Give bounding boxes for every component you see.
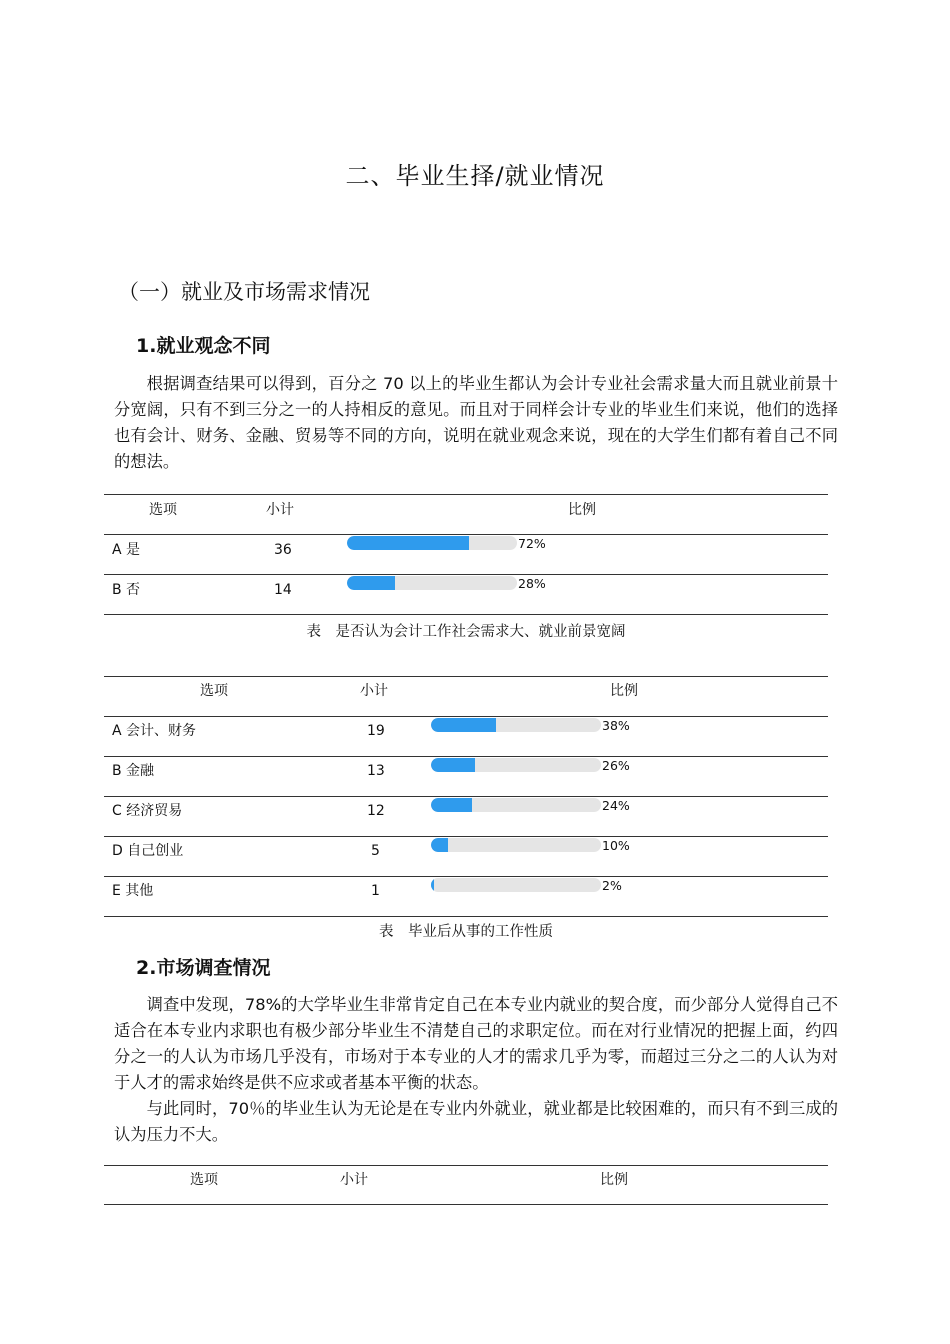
table-rule xyxy=(104,836,828,837)
ratio-percent: 38% xyxy=(602,718,630,733)
table-rule xyxy=(104,756,828,757)
table-rule xyxy=(104,494,828,495)
table-market-pressure xyxy=(104,1165,828,1207)
table-rule xyxy=(104,916,828,917)
table-rule xyxy=(104,876,828,877)
table-work-nature xyxy=(104,676,828,918)
ratio-bar xyxy=(431,718,601,732)
header-option: 选项 xyxy=(190,1172,218,1188)
table-row-option: C 经济贸易 xyxy=(112,803,183,819)
ratio-bar-fill xyxy=(431,838,448,852)
topic2-paragraph xyxy=(114,992,838,1148)
table-rule xyxy=(104,716,828,717)
ratio-bar-fill xyxy=(347,576,395,590)
table-row-count: 14 xyxy=(274,582,292,598)
topic1-paragraph-text: 根据调查结果可以得到，百分之 70 以上的毕业生都认为会计专业社会需求量大而且就业前景十分宽阔，只有不到三分之一的人持相反的意见。而且对于同样会计专业的毕业生们来说，他们的选择也有会计、财务、金融、贸易等不同的方向，说明在就业观念来说，现在的大学生们都有着自己不同的想法。 xyxy=(114,374,838,471)
table-row-count: 19 xyxy=(367,723,385,739)
table-row-option: B 否 xyxy=(112,582,141,598)
ratio-bar xyxy=(431,838,601,852)
topic1-heading: 1.就业观念不同 xyxy=(136,335,271,357)
ratio-bar xyxy=(347,536,517,550)
ratio-bar xyxy=(347,576,517,590)
table-rule xyxy=(104,1204,828,1205)
table-rule xyxy=(104,574,828,575)
ratio-percent: 26% xyxy=(602,758,630,773)
table-is-demand-high xyxy=(104,494,828,616)
table-row-option: E 其他 xyxy=(112,883,154,899)
ratio-bar xyxy=(431,758,601,772)
table-rule xyxy=(104,534,828,535)
topic2-paragraph-text: 调查中发现，78%的大学毕业生非常肯定自己在本专业内就业的契合度，而少部分人觉得自己不适合在本专业内求职也有极少部分毕业生不清楚自己的求职定位。而在对行业情况的把握上面，约四分之一的人认为市场几乎没有，市场对于本专业的人才的需求几乎为零，而超过三分之二的人认为对于人才的需求始终是供不应求或者基本平衡的状态。 xyxy=(114,995,838,1092)
ratio-bar-fill xyxy=(347,536,469,550)
table2-caption: 表 毕业后从事的工作性质 xyxy=(379,924,553,940)
table-row-option: D 自己创业 xyxy=(112,843,184,859)
ratio-bar xyxy=(431,798,601,812)
header-count: 小计 xyxy=(360,683,388,699)
header-option: 选项 xyxy=(149,502,177,518)
ratio-percent: 28% xyxy=(518,576,546,591)
header-ratio: 比例 xyxy=(600,1172,628,1188)
table-row-option: B 金融 xyxy=(112,763,155,779)
table-rule xyxy=(104,614,828,615)
ratio-bar-fill xyxy=(431,878,434,892)
table-rule xyxy=(104,676,828,677)
table-rule xyxy=(104,1165,828,1166)
table-row-count: 36 xyxy=(274,542,292,558)
ratio-bar-fill xyxy=(431,758,475,772)
ratio-percent: 2% xyxy=(602,878,622,893)
table-row-count: 1 xyxy=(371,883,380,899)
header-count: 小计 xyxy=(340,1172,368,1188)
header-ratio: 比例 xyxy=(610,683,638,699)
table-row-count: 12 xyxy=(367,803,385,819)
table-row-option: A 会计、财务 xyxy=(112,723,197,739)
header-option: 选项 xyxy=(200,683,228,699)
topic2-paragraph-text: 与此同时，70％的毕业生认为无论是在专业内外就业，就业都是比较困难的，而只有不到三成的认为压力不大。 xyxy=(114,1099,838,1144)
table-row-count: 13 xyxy=(367,763,385,779)
table1-caption: 表 是否认为会计工作社会需求大、就业前景宽阔 xyxy=(306,624,626,640)
header-ratio: 比例 xyxy=(568,502,596,518)
ratio-percent: 72% xyxy=(518,536,546,551)
section-title: 二、毕业生择/就业情况 xyxy=(345,162,605,190)
ratio-bar-fill xyxy=(431,718,496,732)
table-rule xyxy=(104,796,828,797)
ratio-percent: 24% xyxy=(602,798,630,813)
topic1-paragraph xyxy=(114,371,838,475)
header-count: 小计 xyxy=(266,502,294,518)
subsection-title: （一）就业及市场需求情况 xyxy=(118,280,370,304)
table-row-option: A 是 xyxy=(112,542,141,558)
table-row-count: 5 xyxy=(371,843,380,859)
ratio-percent: 10% xyxy=(602,838,630,853)
ratio-bar xyxy=(431,878,601,892)
topic2-heading: 2.市场调查情况 xyxy=(136,957,271,979)
ratio-bar-fill xyxy=(431,798,472,812)
